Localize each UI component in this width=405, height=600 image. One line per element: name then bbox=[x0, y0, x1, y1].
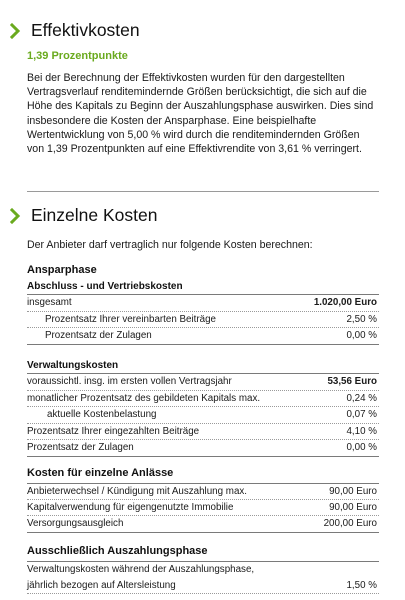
abschluss-table bbox=[27, 281, 379, 345]
row-value: 0,00 % bbox=[346, 330, 377, 342]
effektivkosten-value: 1,39 Prozentpunkte bbox=[27, 50, 128, 62]
table-row bbox=[27, 424, 379, 441]
row-value: 1.020,00 Euro bbox=[313, 297, 377, 309]
row-value: 90,00 Euro bbox=[329, 485, 377, 497]
auszahlung-title: Ausschließlich Auszahlungsphase bbox=[27, 545, 208, 557]
table-row bbox=[27, 516, 379, 533]
row-value: 53,56 Euro bbox=[327, 376, 377, 388]
table-row bbox=[27, 407, 379, 424]
table-row bbox=[27, 295, 379, 312]
row-value: 0,07 % bbox=[346, 409, 377, 421]
section-divider bbox=[27, 191, 379, 192]
row-value: 1,50 % bbox=[346, 579, 377, 591]
row-label: Kapitalverwendung für eigengenutzte Immobilie bbox=[27, 501, 234, 513]
auszahlung-table bbox=[27, 561, 379, 594]
row-label: Prozentsatz Ihrer vereinbarten Beiträge bbox=[45, 313, 216, 325]
table-row bbox=[27, 578, 379, 595]
row-label: Versorgungsausgleich bbox=[27, 518, 124, 530]
section-einzelne-kosten-header bbox=[10, 205, 157, 226]
row-value: 0,00 % bbox=[346, 442, 377, 454]
table-header: Abschluss - und Vertriebskosten bbox=[27, 281, 379, 295]
table-row bbox=[27, 391, 379, 408]
table-row bbox=[27, 374, 379, 391]
row-label: monatlicher Prozentsatz des gebildeten Kapitals max. bbox=[27, 392, 261, 404]
section-title: Einzelne Kosten bbox=[31, 205, 158, 225]
row-label: Prozentsatz der Zulagen bbox=[45, 330, 152, 342]
table-row bbox=[27, 312, 379, 329]
row-label: Anbieterwechsel / Kündigung mit Auszahlung max. bbox=[27, 485, 248, 497]
table-row bbox=[27, 328, 379, 345]
anlaesse-title: Kosten für einzelne Anlässe bbox=[27, 467, 174, 479]
row-value: 200,00 Euro bbox=[323, 518, 377, 530]
row-label: aktuelle Kostenbelastung bbox=[47, 409, 157, 421]
row-label: Prozentsatz Ihrer eingezahlten Beiträge bbox=[27, 425, 200, 437]
row-value: 4,10 % bbox=[346, 425, 377, 437]
chevron-right-icon bbox=[10, 23, 22, 39]
row-value: 2,50 % bbox=[346, 313, 377, 325]
table-row bbox=[27, 440, 379, 457]
row-value: 0,24 % bbox=[346, 392, 377, 404]
table-row bbox=[27, 483, 379, 500]
table-row bbox=[27, 500, 379, 517]
row-value: 90,00 Euro bbox=[329, 501, 377, 513]
verwaltung-table bbox=[27, 360, 379, 457]
effektivkosten-paragraph: Bei der Berechnung der Effektivkosten wurden für den dargestellten Vertragsverlauf renditemindernde Größen berücksichtigt, die sich auf die Höhe des Kapitals zu Beginn der Auszahlungsphase auswirken. Dies sind insbesondere die Kosten der Ansparphase. Eine beispielhafte Wertentwicklung von 5,00 % wird durch die renditemindernden Größen von 1,39 Prozentpunkten auf eine Effektivrendite von 3,61 % verringert. bbox=[27, 72, 374, 156]
intro-text: Der Anbieter darf vertraglich nur folgende Kosten berechnen: bbox=[27, 239, 313, 251]
table-row bbox=[27, 561, 379, 578]
section-effektivkosten-header bbox=[10, 20, 140, 41]
row-label: Verwaltungskosten während der Auszahlungsphase, bbox=[27, 564, 255, 576]
row-label: jährlich bezogen auf Altersleistung bbox=[27, 579, 176, 591]
row-label: insgesamt bbox=[27, 297, 72, 309]
anlaesse-table bbox=[27, 483, 379, 533]
row-label: voraussichtl. insg. im ersten vollen Vertragsjahr bbox=[27, 376, 232, 388]
table-header: Verwaltungskosten bbox=[27, 360, 379, 374]
chevron-right-icon bbox=[10, 208, 22, 224]
row-label: Prozentsatz der Zulagen bbox=[27, 442, 134, 454]
section-title: Effektivkosten bbox=[31, 20, 140, 40]
ansparphase-title: Ansparphase bbox=[27, 264, 97, 276]
